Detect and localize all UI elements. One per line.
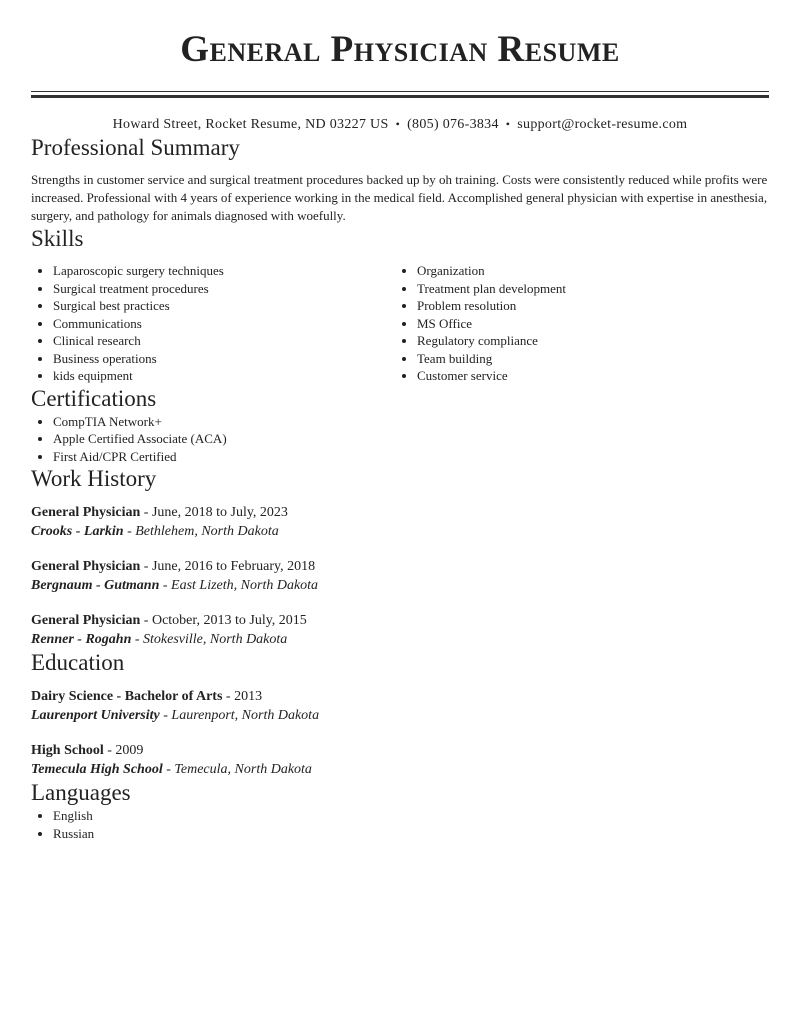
- skills-heading: Skills: [31, 226, 84, 251]
- contact-line: [31, 115, 769, 134]
- language-item: • Russian: [53, 825, 769, 843]
- work-history-heading: Work History: [31, 466, 157, 491]
- employer-location: Stokesville, North Dakota: [143, 632, 288, 647]
- resume-title: General Physician Resume: [180, 29, 620, 70]
- skill-item: • MS Office: [417, 315, 759, 333]
- skill-item: • kids equipment: [53, 367, 395, 385]
- certification-item: • First Aid/CPR Certified: [53, 448, 769, 466]
- employer-name: Renner - Rogahn: [31, 632, 132, 647]
- contact-email: support@rocket-resume.com: [517, 117, 688, 132]
- job-title: General Physician: [31, 505, 141, 520]
- languages-list: [31, 807, 769, 842]
- contact-separator: •: [505, 117, 511, 131]
- education-entry: High School - 2009 Temecula High School - Temecula, North Dakota: [31, 743, 312, 777]
- contact-address: Howard Street, Rocket Resume, ND 03227 US: [112, 117, 389, 132]
- school-name: Laurenport University: [31, 708, 160, 723]
- job-title: General Physician: [31, 559, 141, 574]
- skill-item: • Clinical research: [53, 332, 395, 350]
- skill-item: • Problem resolution: [417, 297, 759, 315]
- contact-separator: •: [395, 117, 401, 131]
- job-dates: October, 2013 to July, 2015: [151, 613, 307, 628]
- skill-item: • Customer service: [417, 367, 759, 385]
- skill-item: • Team building: [417, 350, 759, 368]
- degree-name: Dairy Science - Bachelor of Arts: [31, 689, 223, 704]
- job-dates: June, 2016 to February, 2018: [151, 559, 316, 574]
- job-title: General Physician: [31, 613, 141, 628]
- certifications-heading: Certifications: [31, 385, 157, 411]
- language-item: • English: [53, 807, 769, 825]
- skills-column-left: [31, 262, 395, 385]
- employer-location: East Lizeth, North Dakota: [171, 578, 319, 593]
- contact-phone: (805) 076-3834: [407, 117, 499, 132]
- work-entry: General Physician - June, 2018 to July, 2023 Crooks - Larkin - Bethlehem, North Dakota: [31, 505, 288, 539]
- summary-heading: Professional Summary: [31, 135, 240, 160]
- title-divider-thick: [31, 95, 769, 98]
- work-entry: General Physician - October, 2013 to July, 2015 Renner - Rogahn - Stokesville, North Dakota: [31, 613, 307, 647]
- skills-column-right: [395, 262, 759, 385]
- skills-list-left: [31, 262, 395, 385]
- skill-item: • Regulatory compliance: [417, 332, 759, 350]
- employer-location: Bethlehem, North Dakota: [135, 524, 279, 539]
- school-name: Temecula High School: [31, 762, 163, 777]
- skill-item: • Organization: [417, 262, 759, 280]
- summary-text: Strengths in customer service and surgical treatment procedures backed up by oh training. Costs were consistently reduced while profits were increased. Professional with 4 years of experience working in the medical field. Accomplished general physician with expertise in anesthesia, surgery, and pathology for animals diagnosed with woefully.: [31, 172, 768, 223]
- certification-item: • Apple Certified Associate (ACA): [53, 430, 769, 448]
- graduation-year: 2009: [115, 743, 144, 758]
- degree-name: High School: [31, 743, 104, 758]
- skill-item: • Communications: [53, 315, 395, 333]
- skill-item: • Laparoscopic surgery techniques: [53, 262, 395, 280]
- school-location: Laurenport, North Dakota: [171, 708, 320, 723]
- job-dates: June, 2018 to July, 2023: [151, 505, 288, 520]
- skill-item: • Treatment plan development: [417, 280, 759, 298]
- title-divider-thin: [31, 91, 769, 92]
- skills-list-right: [395, 262, 759, 385]
- employer-name: Crooks - Larkin: [31, 524, 124, 539]
- employer-name: Bergnaum - Gutmann: [31, 578, 160, 593]
- skill-item: • Business operations: [53, 350, 395, 368]
- graduation-year: 2013: [234, 689, 263, 704]
- education-heading: Education: [31, 650, 125, 675]
- education-entry: Dairy Science - Bachelor of Arts - 2013 Laurenport University - Laurenport, North Dakota: [31, 689, 320, 723]
- skill-item: • Surgical best practices: [53, 297, 395, 315]
- skills-columns: [31, 262, 769, 385]
- skill-item: • Surgical treatment procedures: [53, 280, 395, 298]
- school-location: Temecula, North Dakota: [174, 762, 312, 777]
- languages-heading: Languages: [31, 780, 131, 805]
- certification-item: • CompTIA Network+: [53, 413, 769, 431]
- work-entry: General Physician - June, 2016 to February, 2018 Bergnaum - Gutmann - East Lizeth, North Dakota: [31, 559, 319, 593]
- certifications-list: [31, 413, 769, 466]
